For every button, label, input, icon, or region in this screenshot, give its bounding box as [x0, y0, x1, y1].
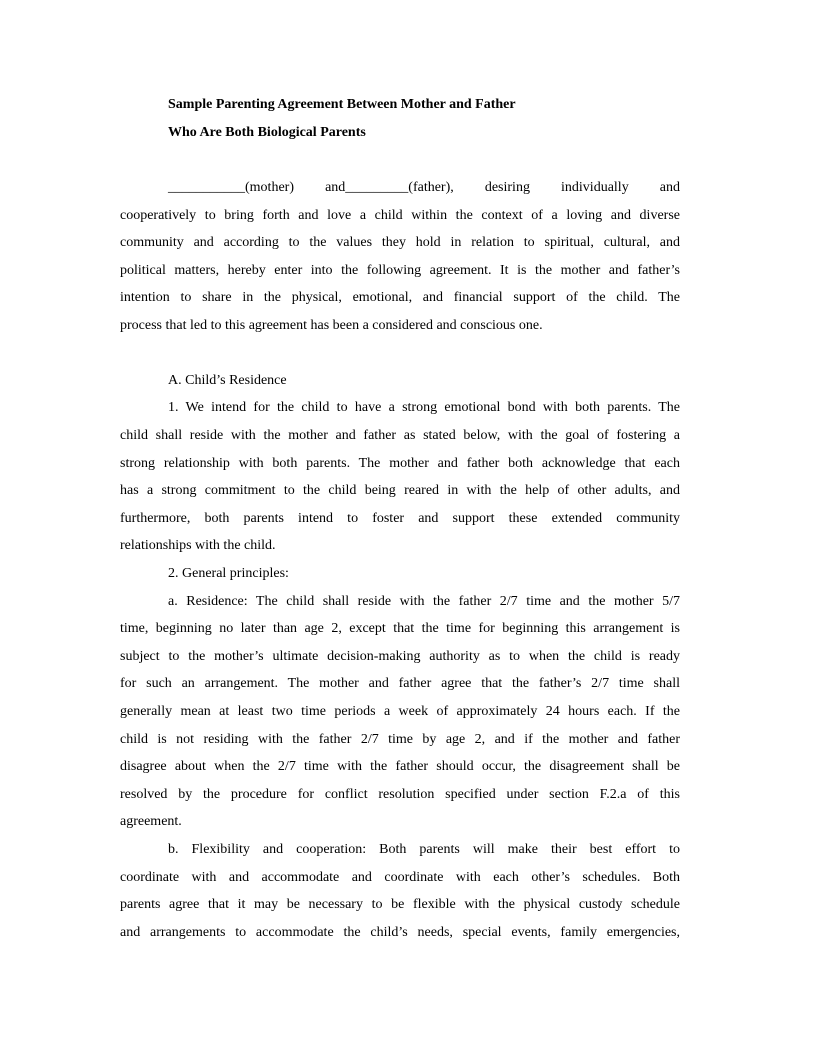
intro-line: intention to share in the physical, emotional, and financial support of the child. The — [120, 290, 680, 305]
para-a-line: time, beginning no later than age 2, except that the time for beginning this arrangement is — [120, 621, 680, 636]
para-1-line: furthermore, both parents intend to foster and support these extended community — [120, 511, 680, 526]
section-a-heading: A. Child’s Residence — [168, 373, 287, 388]
intro-line: ___________(mother) and_________(father), desiring individually and — [168, 180, 680, 195]
para-a-line: for such an arrangement. The mother and father agree that the father’s 2/7 time shall — [120, 676, 680, 691]
para-b-line: parents agree that it may be necessary to be flexible with the physical custody schedule — [120, 897, 680, 912]
para-1-line: has a strong commitment to the child being reared in with the help of other adults, and — [120, 483, 680, 498]
para-a-line: generally mean at least two time periods a week of approximately 24 hours each. If the — [120, 704, 680, 719]
intro-line: process that led to this agreement has been a considered and conscious one. — [120, 318, 543, 333]
para-b-line: b. Flexibility and cooperation: Both parents will make their best effort to — [168, 842, 680, 857]
document-title-line-2: Who Are Both Biological Parents — [168, 125, 366, 140]
para-1-line: strong relationship with both parents. The mother and father both acknowledge that each — [120, 456, 680, 471]
para-a-line: agreement. — [120, 814, 182, 829]
intro-line: political matters, hereby enter into the following agreement. It is the mother and father’s — [120, 263, 680, 278]
intro-line: community and according to the values they hold in relation to spiritual, cultural, and — [120, 235, 680, 250]
document-title-line-1: Sample Parenting Agreement Between Mother and Father — [168, 97, 516, 112]
para-1-line: relationships with the child. — [120, 538, 276, 553]
para-2-heading: 2. General principles: — [168, 566, 289, 581]
intro-line: cooperatively to bring forth and love a child within the context of a loving and diverse — [120, 208, 680, 223]
para-b-line: coordinate with and accommodate and coordinate with each other’s schedules. Both — [120, 870, 680, 885]
para-a-line: subject to the mother’s ultimate decision-making authority as to when the child is ready — [120, 649, 680, 664]
para-a-line: a. Residence: The child shall reside with the father 2/7 time and the mother 5/7 — [168, 594, 680, 609]
para-b-line: and arrangements to accommodate the child’s needs, special events, family emergencies, — [120, 925, 680, 940]
para-1-line: child shall reside with the mother and father as stated below, with the goal of fostering a — [120, 428, 680, 443]
para-a-line: disagree about when the 2/7 time with the father should occur, the disagreement shall be — [120, 759, 680, 774]
para-a-line: child is not residing with the father 2/7 time by age 2, and if the mother and father — [120, 732, 680, 747]
para-a-line: resolved by the procedure for conflict resolution specified under section F.2.a of this — [120, 787, 680, 802]
para-1-line: 1. We intend for the child to have a strong emotional bond with both parents. The — [168, 400, 680, 415]
